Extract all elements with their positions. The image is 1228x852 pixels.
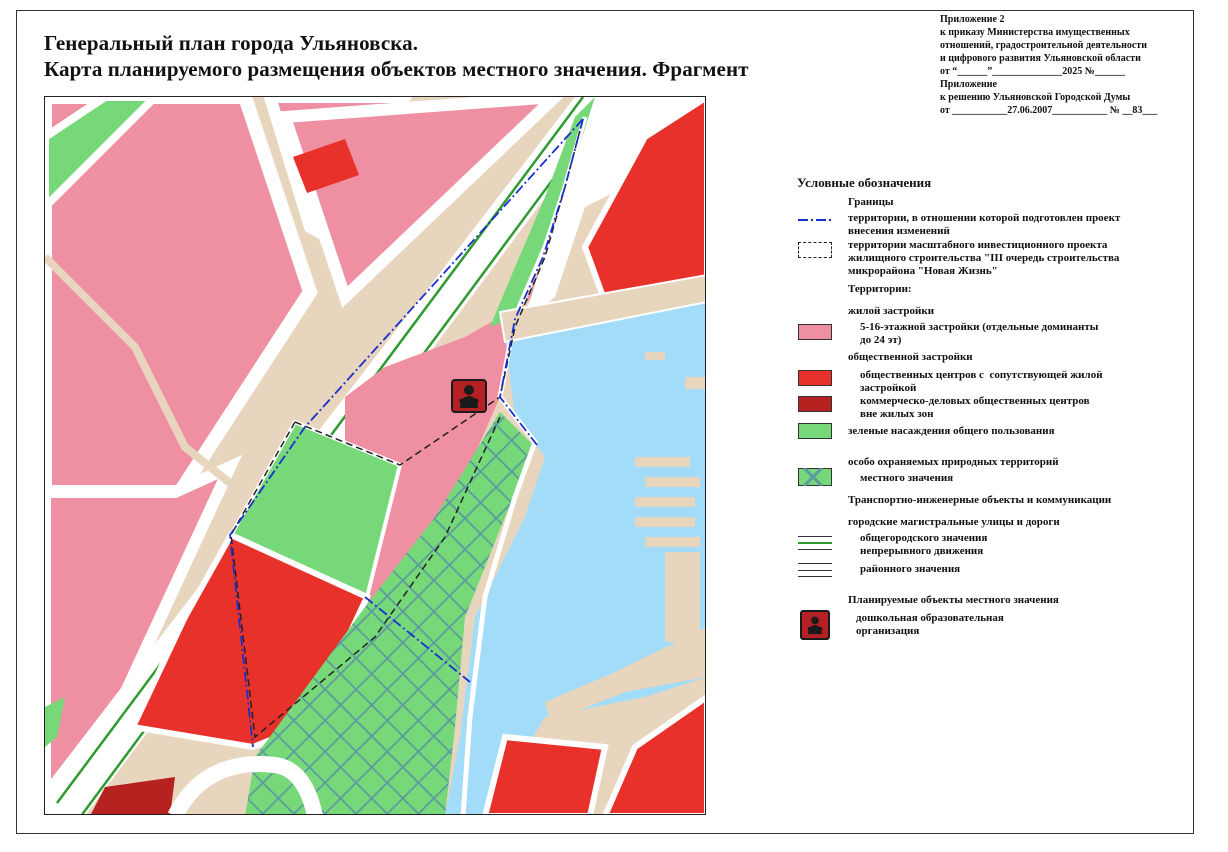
legend-heading-roads: городские магистральные улицы и дороги (848, 516, 1060, 528)
legend-public-centers: общественных центров с сопутствующей жилой застройкой (860, 369, 1103, 394)
project-boundary-swatch (798, 216, 834, 224)
kindergarten-marker[interactable] (452, 380, 486, 412)
annex-line: и цифрового развития Ульяновской области (940, 53, 1141, 64)
title-line-2: Карта планируемого размещения объектов местного значения. Фрагмент (44, 57, 749, 81)
legend-residential-5-16: 5-16-этажной застройки (отдельные доминанты до 24 эт) (860, 321, 1099, 346)
commercial-swatch (798, 396, 832, 412)
legend-heading-boundaries: Границы (848, 196, 894, 208)
legend-heading-public: общественной застройки (848, 351, 973, 363)
residential-swatch (798, 324, 832, 340)
legend-project-boundary: территории, в отношении которой подготовлен проект внесения изменений (848, 212, 1121, 237)
annex-line: к приказу Министерства имущественных (940, 27, 1130, 38)
page-title (44, 30, 904, 82)
legend-road-citywide: общегородского значения непрерывного движения (860, 532, 988, 557)
public-center-block (485, 737, 605, 815)
legend-commercial-centers: коммерческо-деловых общественных центров вне жилых зон (860, 395, 1090, 420)
title-line-1: Генеральный план города Ульяновска. (44, 31, 419, 55)
kindergarten-legend-icon (800, 610, 830, 640)
map-canvas[interactable] (44, 96, 706, 815)
map-svg (45, 97, 706, 815)
legend-green-public: зеленые насаждения общего пользования (848, 425, 1055, 437)
legend-heading-transport: Транспортно-инженерные объекты и коммуникации (848, 494, 1112, 506)
citywide-road-swatch (798, 536, 832, 550)
annex-line: Приложение 2 (940, 14, 1005, 25)
map-legend (780, 170, 1180, 650)
annex-line: к решению Ульяновской Городской Думы (940, 92, 1131, 103)
annex-line: отношений, градостроительной деятельности (940, 40, 1147, 51)
annex-line: Приложение (940, 79, 997, 90)
legend-heading-protected: особо охраняемых природных территорий (848, 456, 1059, 468)
legend-heading-territories: Территории: (848, 283, 912, 295)
annex-line: от “______”______________2025 №______ (940, 66, 1125, 77)
public-center-swatch (798, 370, 832, 386)
district-road-swatch (798, 563, 832, 577)
protected-swatch (798, 468, 832, 486)
legend-investment-boundary: территории масштабного инвестиционного проекта жилищного строительства "III очередь строительства микрорайона "Новая Жизнь" (848, 239, 1120, 277)
legend-title: Условные обозначения (797, 175, 932, 190)
legend-heading-residential: жилой застройки (848, 305, 935, 317)
legend-protected-local: местного значения (860, 472, 954, 484)
annex-line: от ___________27.06.2007___________ № __83___ (940, 105, 1158, 116)
green-swatch (798, 423, 832, 439)
investment-boundary-swatch (798, 242, 832, 258)
legend-kindergarten: дошкольная образовательная организация (856, 612, 1004, 637)
child-icon (802, 612, 828, 638)
legend-road-district: районного значения (860, 563, 961, 575)
legend-heading-planned: Планируемые объекты местного значения (848, 594, 1059, 606)
annex-block (940, 13, 1180, 117)
